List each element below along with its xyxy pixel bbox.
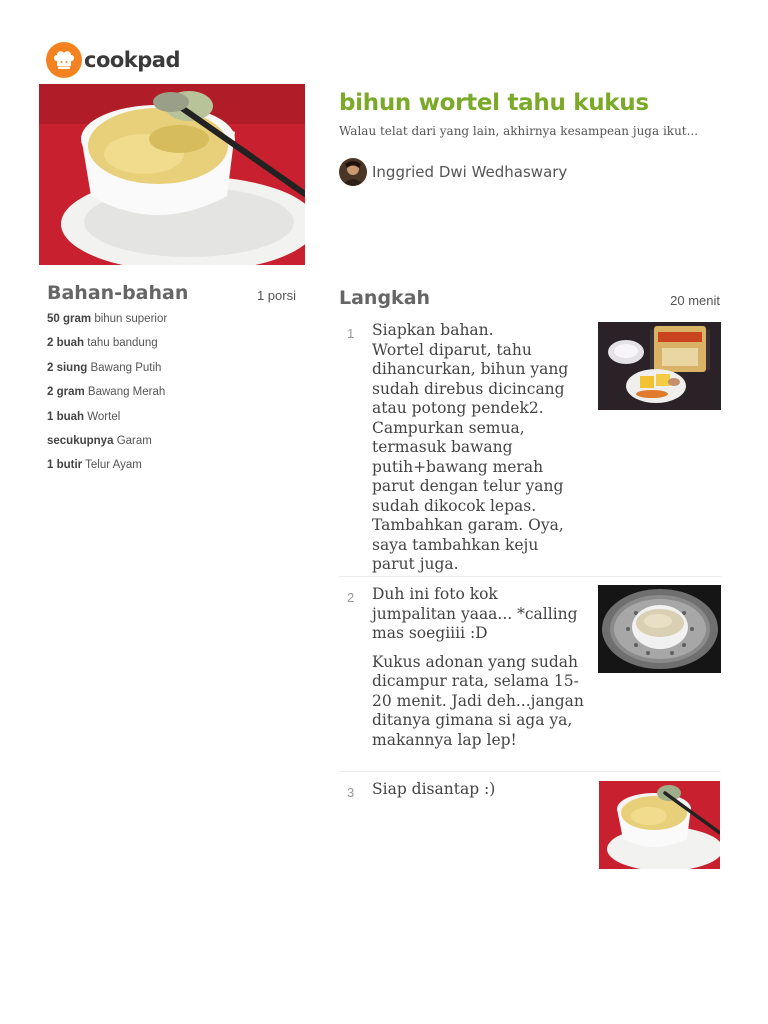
- step-photo[interactable]: [599, 781, 720, 869]
- cooking-time: 20 menit: [670, 293, 720, 308]
- recipe-title: bihun wortel tahu kukus: [339, 90, 649, 116]
- ingredient-name: bihun superior: [94, 313, 168, 325]
- ingredient-name: Garam: [116, 434, 152, 447]
- ingredient-quantity: 2 siung: [47, 361, 88, 374]
- author-name: Inggried Dwi Wedhaswary: [372, 163, 568, 181]
- recipe-description: Walau telat dari yang lain, akhirnya kesampean juga ikut...: [339, 124, 699, 138]
- ingredients-list: [47, 310, 167, 481]
- author-link[interactable]: [339, 158, 567, 186]
- step-paragraph: Kukus adonan yang sudah dicampur rata, selama 15-20 menit. Jadi deh...jangan ditanya gimana si aga ya, makannya lap lep!: [372, 652, 584, 749]
- ingredient-item: [47, 408, 167, 432]
- ingredient-quantity: 50 gram: [47, 313, 92, 325]
- ingredient-item: [47, 310, 167, 334]
- step-number: 3: [347, 785, 355, 800]
- ingredient-name: tahu bandung: [87, 337, 158, 350]
- step-photo[interactable]: [598, 585, 721, 673]
- ingredient-quantity: secukupnya: [47, 434, 114, 447]
- ingredient-item: [47, 383, 167, 407]
- step-divider: [339, 576, 721, 577]
- step-paragraph: Duh ini foto kok jumpalitan yaaa... *calling mas soegiiii :D: [372, 585, 578, 642]
- step-text: [372, 321, 584, 584]
- chef-hat-icon: [46, 42, 82, 78]
- ingredient-item: [47, 432, 167, 456]
- step-photo[interactable]: [598, 322, 721, 410]
- ingredient-name: Bawang Merah: [87, 386, 166, 399]
- ingredient-item: [47, 456, 167, 480]
- ingredient-item: [47, 334, 167, 358]
- step-number: 2: [347, 590, 355, 605]
- step-text: [372, 585, 584, 759]
- portion-size: 1 porsi: [256, 288, 296, 303]
- step-paragraph: Siap disantap :): [372, 780, 496, 798]
- ingredient-name: Wortel: [87, 410, 121, 423]
- ingredient-quantity: 2 gram: [47, 386, 85, 399]
- ingredient-quantity: 1 buah: [47, 410, 85, 423]
- steps-heading: Langkah: [339, 287, 431, 309]
- logo-wordmark: cookpad: [84, 48, 181, 72]
- recipe-hero-photo[interactable]: [39, 84, 305, 265]
- ingredient-name: Telur Ayam: [85, 459, 142, 472]
- cookpad-logo[interactable]: [46, 42, 180, 78]
- ingredient-item: [47, 359, 167, 383]
- ingredient-name: Bawang Putih: [90, 361, 162, 374]
- avatar: [339, 158, 367, 186]
- step-text: [372, 780, 584, 809]
- ingredients-heading: Bahan-bahan: [47, 282, 189, 304]
- ingredient-quantity: 1 butir: [47, 459, 83, 472]
- step-paragraph: Siapkan bahan. Wortel diparut, tahu dihancurkan, bihun yang sudah direbus dicincang atau potong pendek2. Campurkan semua, termasuk bawang putih+bawang merah parut dengan telur yang sudah dikocok lepas. Tambahkan garam. Oya, saya tambahkan keju parut juga.: [372, 321, 569, 573]
- ingredient-quantity: 2 buah: [47, 337, 85, 350]
- step-divider: [339, 771, 721, 772]
- step-number: 1: [347, 326, 355, 341]
